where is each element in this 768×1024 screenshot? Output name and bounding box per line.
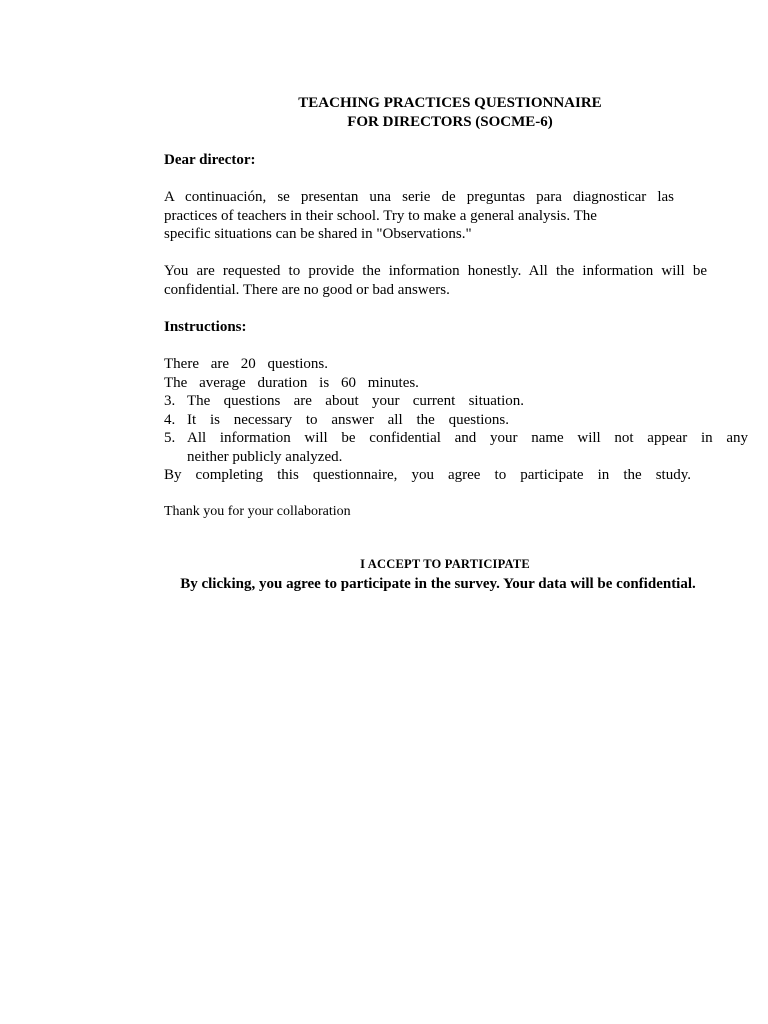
instruction-item-5-continued: neither publicly analyzed. [187,448,343,465]
instruction-item-3 [164,392,524,411]
intro-line-1: A continuación, se presentan una serie de preguntas para diagnosticar las [164,189,674,205]
instruction-text: It is necessary to answer all the questions. [187,411,509,428]
intro-line-2: practices of teachers in their school. Try to make a general analysis. The [164,207,597,224]
intro-line-3: specific situations can be shared in "Observations." [164,226,472,242]
thanks-note: Thank you for your collaboration [164,504,351,519]
consent-note: By clicking, you agree to participate in the survey. Your data will be confidential. [180,576,696,592]
instruction-text: The questions are about your current situation. [187,393,524,409]
instruction-number: 3. [164,393,176,409]
title-line-2: FOR DIRECTORS (SOCME-6) [347,114,553,130]
instruction-number: 5. [164,430,176,446]
instruction-item-1: There are 20 questions. [164,356,328,372]
instruction-text: All information will be confidential and your name will not appear in any [187,430,748,446]
title-line-1: TEACHING PRACTICES QUESTIONNAIRE [298,95,602,111]
intro-paragraph [164,188,674,244]
greeting: Dear director: [164,152,256,168]
instruction-text: By completing this questionnaire, you agree to participate in the study. [164,467,691,483]
document-title [200,94,700,132]
instruction-item-2: The average duration is 60 minutes. [164,374,419,391]
accept-participation-button[interactable]: I ACCEPT TO PARTICIPATE [360,557,530,571]
instruction-item-4 [164,411,509,430]
honesty-paragraph: You are requested to provide the information honestly. All the information will be confidential. There are no good or bad answers. [164,263,707,298]
instructions-heading: Instructions: [164,319,247,335]
instruction-number: 4. [164,411,176,428]
instructions-list [164,355,748,485]
instruction-item-6 [164,466,691,485]
instruction-item-5 [164,429,748,448]
